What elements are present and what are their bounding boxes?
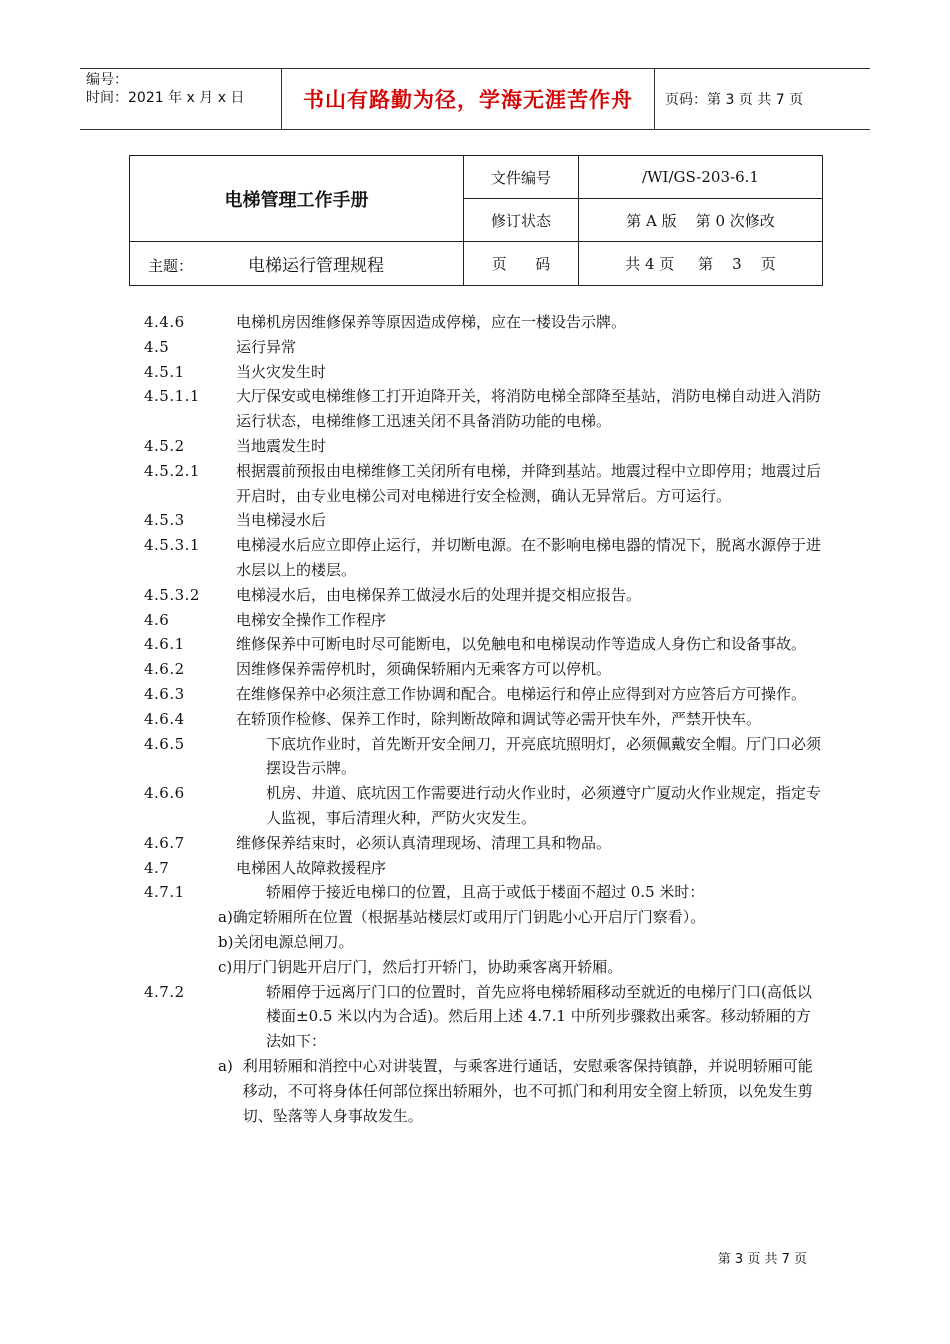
section-number: 4.6.1	[144, 635, 185, 654]
section-text: 维修保养中可断电时尽可能断电，以免触电和电梯误动作等造成人身伤亡和设备事故。	[236, 635, 807, 654]
section-number: 4.5.2	[144, 436, 185, 455]
revision-label: 修订状态	[464, 199, 579, 242]
list-item	[144, 955, 824, 980]
section-text: 当电梯浸水后	[236, 511, 327, 530]
page-label: 页 码	[464, 242, 579, 286]
page-value: 共 4 页 第 3 页	[579, 242, 823, 286]
section-item	[144, 831, 824, 856]
section-number: 4.4.6	[144, 313, 185, 331]
section-number: 4.5.1.1	[144, 387, 200, 406]
section-item	[144, 508, 824, 533]
section-text: 机房、井道、底坑因工作需要进行动火作业时，必须遵守广厦动火作业规定，指定专人监视，事后清理火种，严防火灾发生。	[266, 784, 822, 827]
section-item	[144, 732, 824, 782]
section-items	[144, 310, 824, 905]
section-text: 轿厢停于接近电梯口的位置，且高于或低于楼面不超过 0.5 米时：	[266, 883, 705, 902]
section-text: 根据震前预报由电梯维修工关闭所有电梯，并降到基站。地震过程中立即停用；地震过后开启时，由专业电梯公司对电梯进行安全检测，确认无异常后。方可运行。	[236, 461, 822, 505]
document-body	[144, 310, 824, 1128]
document-info-table	[129, 155, 823, 286]
section-item	[144, 360, 824, 385]
section-text: 轿厢停于远离厅门口的位置时，首先应将电梯轿厢移动至就近的电梯厅门口(高低以楼面±0.5 米以内为合适)。然后用上述 4.7.1 中所列步骤救出乘客。移动轿厢的方法如下：	[266, 982, 812, 1051]
file-number-value: /WI/GS-203-6.1	[579, 156, 823, 199]
section-item	[144, 310, 824, 335]
section-text: 在轿顶作检修、保养工作时，除判断故障和调试等必需开快车外，严禁开快车。	[236, 709, 762, 728]
section-item	[144, 434, 824, 459]
section-item	[144, 608, 824, 633]
subject-value: 电梯运行管理规程	[248, 256, 384, 276]
section-item	[144, 583, 824, 608]
subject-label: 主题：	[148, 257, 194, 275]
header-meta	[80, 69, 282, 129]
section-text: 电梯浸水后应立即停止运行，并切断电源。在不影响电梯电器的情况下，脱离水源停于进水层以上的楼层。	[236, 536, 822, 579]
section-number: 4.7.1	[144, 883, 185, 902]
section-text: 运行异常	[236, 337, 297, 356]
section-text: 在维修保养中必须注意工作协调和配合。电梯运行和停止应得到对方应答后方可操作。	[236, 684, 807, 703]
section-item	[144, 459, 824, 509]
section-number: 4.6.4	[144, 709, 185, 728]
section-item	[144, 335, 824, 360]
section-item	[144, 657, 824, 682]
list-4-7-2	[144, 1054, 824, 1128]
section-text: 当地震发生时	[236, 436, 327, 455]
list-item	[144, 930, 824, 955]
section-number: 4.6.6	[144, 784, 185, 803]
list-marker: a)	[218, 1056, 233, 1075]
section-text: 当火灾发生时	[236, 362, 327, 381]
section-item	[144, 632, 824, 657]
revision-value: 第 A 版 第 0 次修改	[579, 199, 823, 242]
list-marker: b)	[218, 932, 234, 951]
section-number: 4.7.2	[144, 982, 185, 1001]
section-text: 电梯安全操作工作程序	[236, 610, 387, 629]
section-item	[144, 707, 824, 732]
section-text: 电梯困人故障救援程序	[236, 858, 387, 877]
section-item-4-7-2	[144, 980, 824, 1054]
file-number-label: 文件编号	[464, 156, 579, 199]
section-number: 4.7	[144, 858, 170, 877]
section-item	[144, 781, 824, 831]
list-item	[144, 1054, 824, 1128]
section-number: 4.6.3	[144, 684, 185, 703]
header-page-number: 页码：第 3 页 共 7 页	[665, 92, 804, 108]
list-marker: c)	[218, 957, 233, 976]
section-text: 因维修保养需停机时，须确保轿厢内无乘客方可以停机。	[236, 660, 612, 679]
section-text: 电梯机房因维修保养等原因造成停梯，应在一楼设告示牌。	[236, 313, 627, 331]
section-number: 4.5.3	[144, 511, 185, 530]
section-number: 4.6	[144, 610, 170, 629]
section-item	[144, 682, 824, 707]
section-item	[144, 533, 824, 583]
section-item	[144, 856, 824, 881]
list-marker: a)	[218, 908, 233, 927]
list-4-7-1	[144, 905, 824, 979]
footer-page-number: 第 3 页 共 7 页	[717, 1252, 807, 1267]
section-number: 4.5.2.1	[144, 461, 200, 480]
list-text: 确定轿厢所在位置（根据基站楼层灯或用厅门钥匙小心开启厅门察看）。	[232, 908, 706, 927]
section-number: 4.5.1	[144, 362, 185, 381]
section-number: 4.5.3.1	[144, 536, 200, 555]
top-header	[80, 68, 870, 130]
header-time: 时间：2021 年 x 月 x 日	[86, 90, 245, 106]
subject-cell	[130, 242, 464, 286]
list-text: 利用轿厢和消控中心对讲装置，与乘客进行通话，安慰乘客保持镇静，并说明轿厢可能移动，不可将身体任何部位探出轿厢外，也不可抓门和利用安全窗上轿顶，以免发生剪切、坠落等人身事故发生。	[242, 1056, 813, 1125]
section-text: 下底坑作业时，首先断开安全闸刀，开亮底坑照明灯，必须佩戴安全帽。厅门口必须摆设告示牌。	[266, 734, 822, 778]
doc-number-label: 编号：	[86, 72, 128, 88]
list-text: 用厅门钥匙开启厅门，然后打开轿门，协助乘客离开轿厢。	[232, 957, 623, 976]
section-number: 4.6.2	[144, 660, 185, 679]
section-number: 4.5	[144, 337, 170, 356]
list-item	[144, 905, 824, 930]
manual-title: 电梯管理工作手册	[130, 156, 464, 242]
section-number: 4.6.7	[144, 833, 185, 852]
section-text: 电梯浸水后，由电梯保养工做浸水后的处理并提交相应报告。	[236, 585, 642, 604]
section-item	[144, 880, 824, 905]
section-text: 维修保养结束时，必须认真清理现场、清理工具和物品。	[236, 833, 612, 852]
section-number: 4.6.5	[144, 734, 185, 753]
section-number: 4.5.3.2	[144, 585, 200, 604]
section-item	[144, 384, 824, 434]
list-text: 关闭电源总闸刀。	[233, 932, 354, 951]
header-motto: 书山有路勤为径，学海无涯苦作舟	[282, 69, 655, 129]
section-text: 大厅保安或电梯维修工打开迫降开关，将消防电梯全部降至基站，消防电梯自动进入消防运行状态，电梯维修工迅速关闭不具备消防功能的电梯。	[236, 387, 822, 431]
